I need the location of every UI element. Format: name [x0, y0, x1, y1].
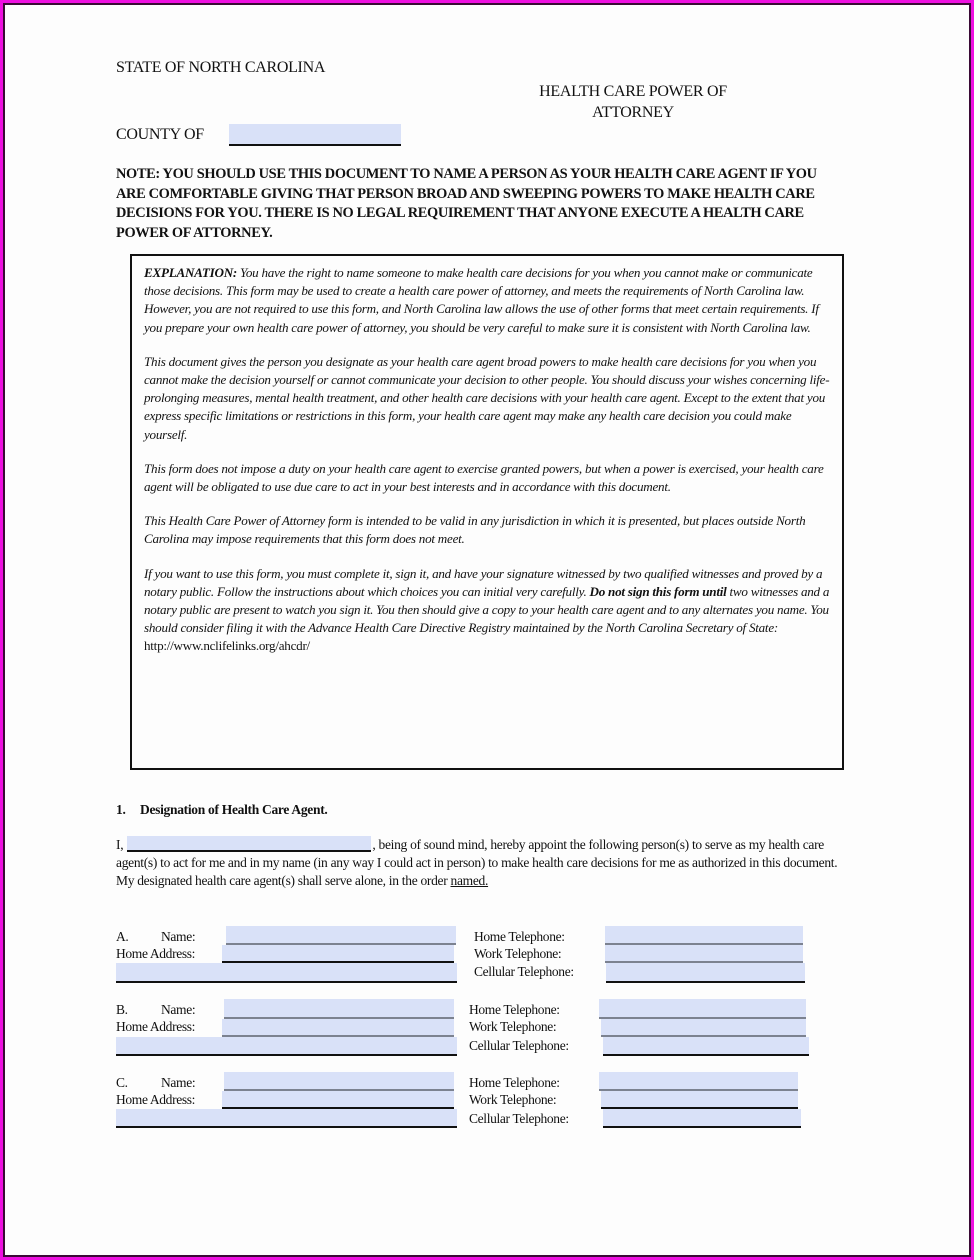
agent-letter: A. [116, 929, 129, 944]
home-address-label: Home Address: [116, 1019, 196, 1034]
cellular-telephone-label: Cellular Telephone: [469, 1111, 569, 1126]
explanation-paragraph-2: This document gives the person you designate as your health care agent broad powers to make health care decisions for you when you cannot make the decision yourself or cannot communicate your decision to other people. You should discuss your wishes concerning life-prolonging measures, mental health treatment, and other health care decisions with your health care agent. Except to the extent that you express specific limitations or restrictions in this form, your health care agent may make any health care decision you could make yourself. [144, 353, 830, 442]
agent-b-home-telephone-field[interactable] [599, 999, 806, 1019]
agent-b-work-telephone-field[interactable] [601, 1019, 806, 1037]
agent-a-home-telephone-field[interactable] [605, 926, 803, 945]
document-title-line-1: HEALTH CARE POWER OF [539, 83, 727, 100]
agent-c-cellular-telephone-field[interactable] [603, 1109, 801, 1128]
principal-name-field[interactable] [127, 836, 371, 852]
county-label: COUNTY OF [116, 126, 204, 143]
agent-c-work-telephone-field[interactable] [601, 1091, 798, 1109]
explanation-box [130, 254, 844, 770]
name-label: Name: [161, 1075, 196, 1090]
section-title: Designation of Health Care Agent. [140, 802, 328, 817]
agent-a-name-field[interactable] [226, 926, 456, 945]
document-title-line-2: ATTORNEY [592, 104, 674, 121]
home-telephone-label: Home Telephone: [469, 1075, 560, 1090]
explanation-paragraph-4: This Health Care Power of Attorney form is intended to be valid in any jurisdiction in which it is presented, but places outside North Carolina may impose requirements that this form does not meet. [144, 513, 806, 547]
section-number: 1. [116, 802, 126, 817]
note-text: NOTE: YOU SHOULD USE THIS DOCUMENT TO NAME A PERSON AS YOUR HEALTH CARE AGENT IF YOU ARE COMFORTABLE GIVING THAT PERSON BROAD AND SWEEPING POWERS TO MAKE HEALTH CARE DECISIONS FOR YOU. THERE IS NO LEGAL REQUIREMENT THAT ANYONE EXECUTE A HEALTH CARE POWER OF ATTORNEY. [116, 166, 817, 241]
agent-c-name-field[interactable] [224, 1072, 454, 1091]
agent-b-cellular-telephone-field[interactable] [603, 1037, 809, 1056]
county-field[interactable] [229, 124, 401, 146]
explanation-paragraph-3: This form does not impose a duty on your health care agent to exercise granted powers, but when a power is exercised, your health care agent will be obligated to use due care to act in your best interests and in accordance with this document. [144, 460, 824, 495]
agent-a-address-field-1[interactable] [222, 945, 454, 963]
work-telephone-label: Work Telephone: [474, 946, 562, 961]
explanation-label: EXPLANATION: [144, 265, 238, 280]
home-telephone-label: Home Telephone: [469, 1002, 560, 1017]
agent-a-work-telephone-field[interactable] [605, 945, 803, 963]
agent-a-address-field-2[interactable] [116, 963, 457, 983]
explanation-paragraph-1: EXPLANATION: You have the right to name someone to make health care decisions for you when you cannot make or communicate those decisions. This form may be used to create a health care power of attorney, and meets the requirements of North Carolina law. However, you are not required to use this form, and North Carolina law allows the use of other forms that meet certain requirements. If you prepare your own health care power of attorney, you should be very careful to make sure it is consistent with North Carolina law. [144, 265, 819, 335]
state-title: STATE OF NORTH CAROLINA [116, 59, 326, 76]
cellular-telephone-label: Cellular Telephone: [469, 1038, 569, 1053]
agent-b-address-field-1[interactable] [222, 1019, 454, 1037]
work-telephone-label: Work Telephone: [469, 1019, 557, 1034]
section-1-heading [116, 802, 327, 818]
warning-bold: Do not sign this form until [589, 583, 727, 599]
home-telephone-label: Home Telephone: [474, 929, 565, 944]
agent-c-address-field-2[interactable] [116, 1109, 457, 1128]
work-telephone-label: Work Telephone: [469, 1092, 557, 1107]
registry-link[interactable]: http://www.nclifelinks.org/ahcdr/ [144, 638, 310, 654]
home-address-label: Home Address: [116, 946, 196, 961]
agent-b-address-field-2[interactable] [116, 1037, 457, 1056]
agent-c-address-field-1[interactable] [222, 1091, 454, 1109]
agent-b-name-field[interactable] [224, 999, 454, 1019]
name-label: Name: [161, 1002, 196, 1017]
agent-a-cellular-telephone-field[interactable] [606, 963, 805, 983]
explanation-paragraph-5: If you want to use this form, you must complete it, sign it, and have your signature witnessed by two qualified witnesses and proved by a notary public. Follow the instructions about which choices you can initial very carefully. Do not sign this form until two witnesses and a notary public are present to watch you sign it. You then should give a copy to your health care agent and to any alternates you name. You should consider filing it with the Advance Health Care Directive Registry maintained by the North Carolina Secretary of State: http://www.nclifelinks.org/ahcdr/ [144, 565, 830, 654]
cellular-telephone-label: Cellular Telephone: [474, 964, 574, 979]
agent-c-home-telephone-field[interactable] [599, 1072, 798, 1091]
home-address-label: Home Address: [116, 1092, 196, 1107]
designation-paragraph: I, , being of sound mind, hereby appoint the following person(s) to serve as my health care agent(s) to act for me and in my name (in any way I could act in person) to make health care decisions for me as authorized in this document. My designated health care agent(s) shall serve alone, in the order named. [116, 837, 838, 888]
agent-letter: C. [116, 1075, 128, 1090]
name-label: Name: [161, 929, 196, 944]
document-title [500, 81, 766, 123]
agent-letter: B. [116, 1002, 128, 1017]
